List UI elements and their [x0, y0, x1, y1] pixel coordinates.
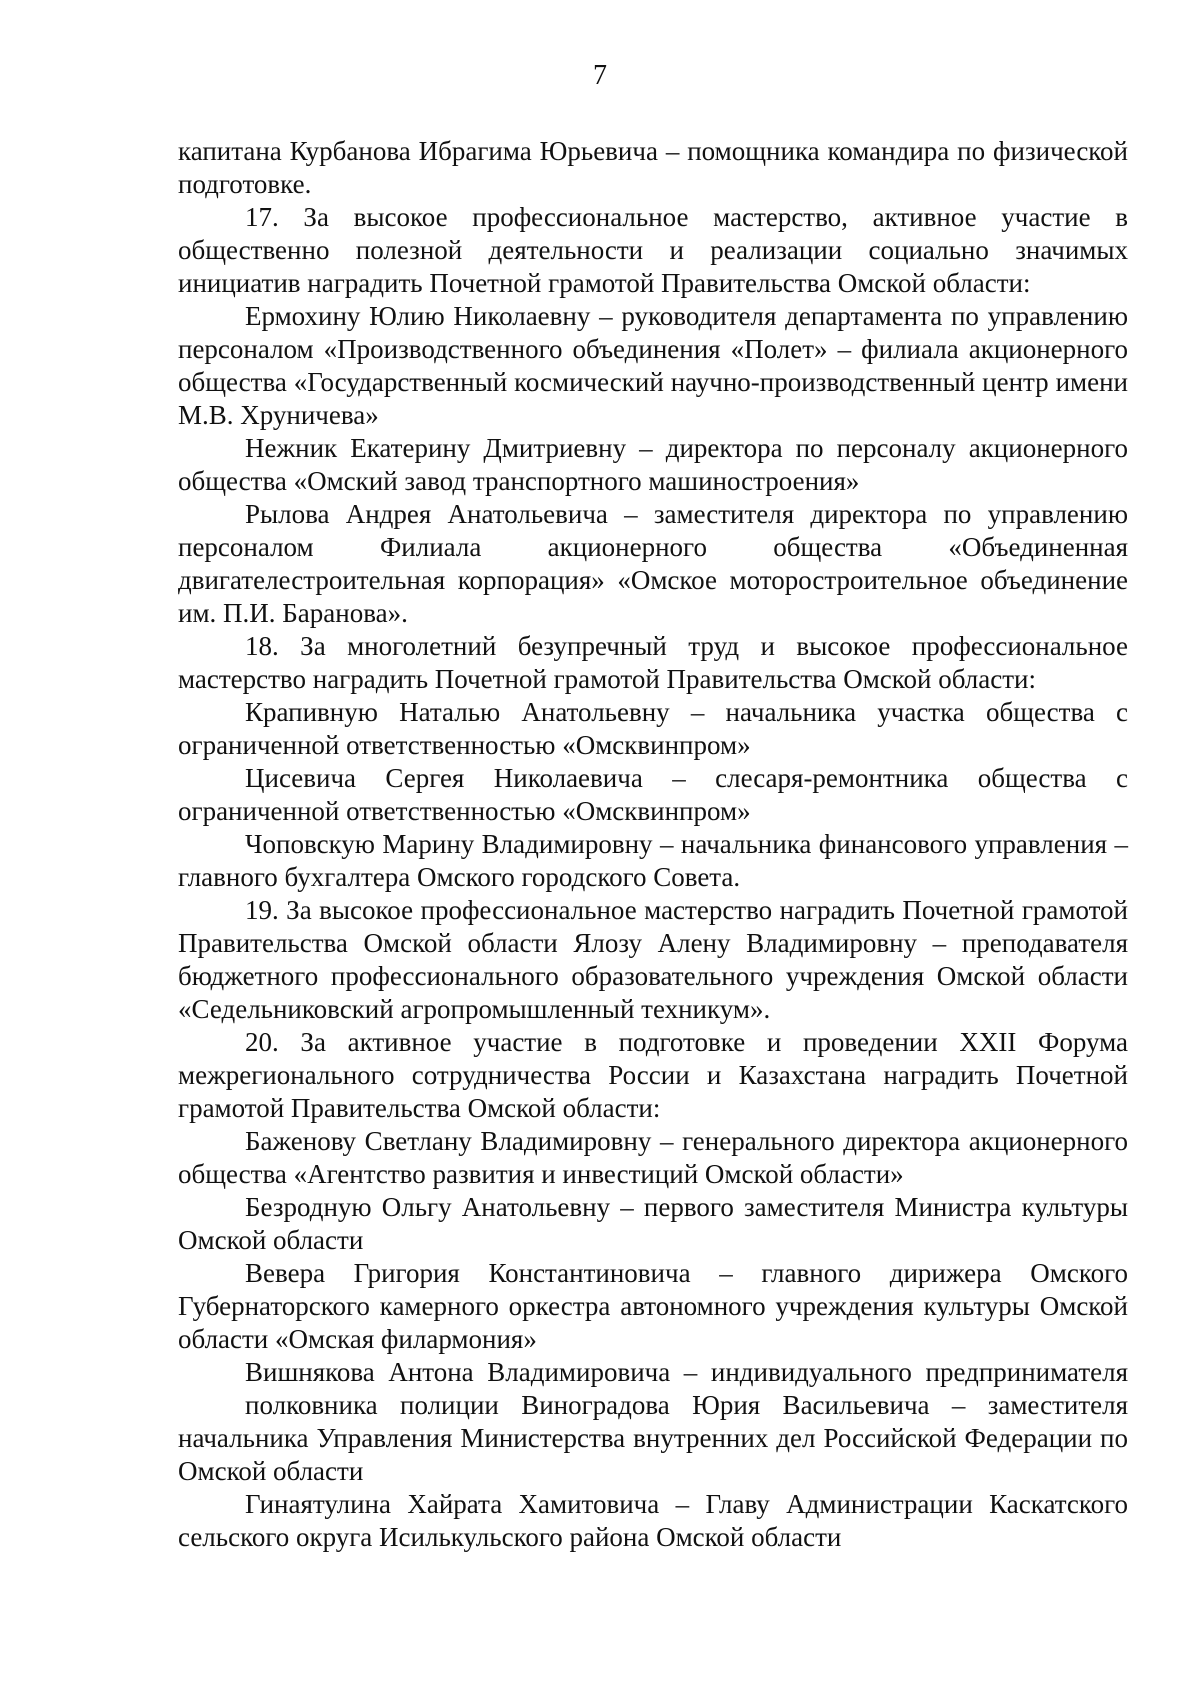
paragraph-awardee: полковника полиции Виноградова Юрия Васильевича – заместителя начальника Управления Министерства внутренних дел Российской Федерации по Омской области — [178, 1390, 1128, 1486]
paragraph-continuation: капитана Курбанова Ибрагима Юрьевича – помощника командира по физической подготовке. — [178, 136, 1128, 199]
paragraph-item-20: 20. За активное участие в подготовке и проведении XXII Форума межрегионального сотрудничества России и Казахстана наградить Почетной грамотой Правительства Омской области: — [178, 1027, 1128, 1123]
page-number: 7 — [593, 60, 607, 91]
paragraph-awardee: Крапивную Наталью Анатольевну – начальника участка общества с ограниченной ответственностью «Омсквинпром» — [178, 697, 1128, 760]
paragraph-awardee: Цисевича Сергея Николаевича – слесаря-ремонтника общества с ограниченной ответственностью «Омсквинпром» — [178, 763, 1128, 826]
paragraph-awardee: Вишнякова Антона Владимировича – индивидуального предпринимателя — [245, 1357, 1128, 1387]
paragraph-awardee: Рылова Андрея Анатольевича – заместителя директора по управлению персоналом Филиала акционерного общества «Объединенная двигателестроительная корпорация» «Омское моторостроительное объединение им. П.И. Баранова». — [178, 499, 1128, 628]
paragraph-awardee: Баженову Светлану Владимировну – генерального директора акционерного общества «Агентство развития и инвестиций Омской области» — [178, 1126, 1128, 1189]
paragraph-awardee: Чоповскую Марину Владимировну – начальника финансового управления – главного бухгалтера Омского городского Совета. — [178, 829, 1128, 892]
paragraph-awardee: Нежник Екатерину Дмитриевну – директора по персоналу акционерного общества «Омский завод транспортного машиностроения» — [178, 433, 1128, 496]
paragraph-awardee: Ермохину Юлию Николаевну – руководителя департамента по управлению персоналом «Производственного объединения «Полет» – филиала акционерного общества «Государственный космический научно-производственный центр имени М.В. Хруничева» — [178, 301, 1128, 430]
paragraph-awardee: Безродную Ольгу Анатольевну – первого заместителя Министра культуры Омской области — [178, 1192, 1128, 1255]
paragraph-item-19: 19. За высокое профессиональное мастерство наградить Почетной грамотой Правительства Омской области Ялозу Алену Владимировну – преподавателя бюджетного профессионального образовательного учреждения Омской области «Седельниковский агропромышленный техникум». — [178, 895, 1128, 1024]
paragraph-awardee: Вевера Григория Константиновича – главного дирижера Омского Губернаторского камерного оркестра автономного учреждения культуры Омской области «Омская филармония» — [178, 1258, 1128, 1354]
paragraph-item-17: 17. За высокое профессиональное мастерство, активное участие в общественно полезной деятельности и реализации социально значимых инициатив наградить Почетной грамотой Правительства Омской области: — [178, 202, 1128, 298]
paragraph-item-18: 18. За многолетний безупречный труд и высокое профессиональное мастерство наградить Почетной грамотой Правительства Омской области: — [178, 631, 1128, 694]
document-body — [178, 135, 1128, 1554]
paragraph-awardee: Гинаятулина Хайрата Хамитовича – Главу Администрации Каскатского сельского округа Исилькульского района Омской области — [178, 1489, 1128, 1552]
